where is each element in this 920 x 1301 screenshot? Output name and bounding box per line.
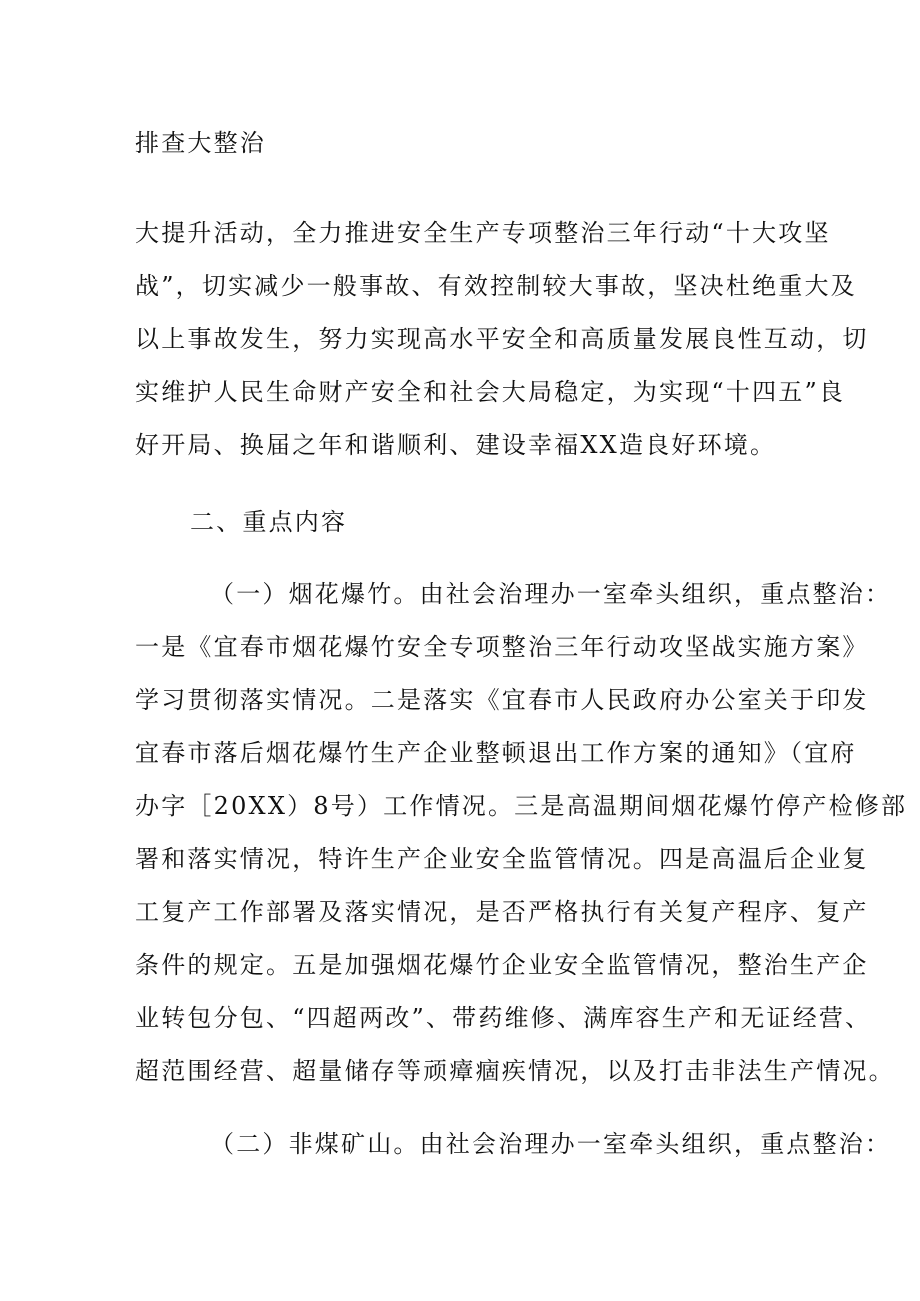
paragraph-line: 实维护人民生命财产安全和社会大局稳定，为实现“十四五”良 — [135, 378, 846, 406]
paragraph-line: 学习贯彻落实情况。二是落实《宜春市人民政府办公室关于印发 — [135, 686, 869, 714]
paragraph-line: 业转包分包、“四超两改”、带药维修、满库容生产和无证经营、 — [135, 1004, 872, 1032]
paragraph-line: 好开局、换届之年和谐顺利、建设幸福XX造良好环境。 — [135, 431, 777, 459]
paragraph-line: 一是《宜春市烟花爆竹安全专项整治三年行动攻坚战实施方案》 — [135, 633, 869, 661]
paragraph-line: 大提升活动，全力推进安全生产专项整治三年行动“十大攻坚 — [135, 219, 831, 247]
paragraph-line: 条件的规定。五是加强烟花爆竹企业安全监管情况，整治生产企 — [135, 951, 869, 979]
paragraph-line: 署和落实情况，特许生产企业安全监管情况。四是高温后企业复 — [135, 845, 869, 873]
paragraph-line: 宜春市落后烟花爆竹生产企业整顿退出工作方案的通知》（宜府 — [135, 739, 857, 767]
paragraph-line: 战”，切实减少一般事故、有效控制较大事故，坚决杜绝重大及 — [135, 272, 857, 300]
paragraph-line: 以上事故发生，努力实现高水平安全和高质量发展良性互动，切 — [135, 325, 869, 353]
section-heading-fragment: 排查大整治 — [135, 129, 266, 157]
subsection-heading: （二）非煤矿山。由社会治理办一室牵头组织，重点整治： — [210, 1130, 892, 1158]
paragraph-line: 超范围经营、超量储存等顽瘴痼疾情况，以及打击非法生产情况。 — [135, 1057, 895, 1085]
paragraph-line: 办字［20XX）8号）工作情况。三是高温期间烟花爆竹停产检修部 — [135, 792, 908, 820]
subsection-heading: （一）烟花爆竹。由社会治理办一室牵头组织，重点整治： — [210, 580, 892, 608]
paragraph-line: 工复产工作部署及落实情况，是否严格执行有关复产程序、复产 — [135, 898, 869, 926]
section-heading: 二、重点内容 — [190, 508, 348, 536]
